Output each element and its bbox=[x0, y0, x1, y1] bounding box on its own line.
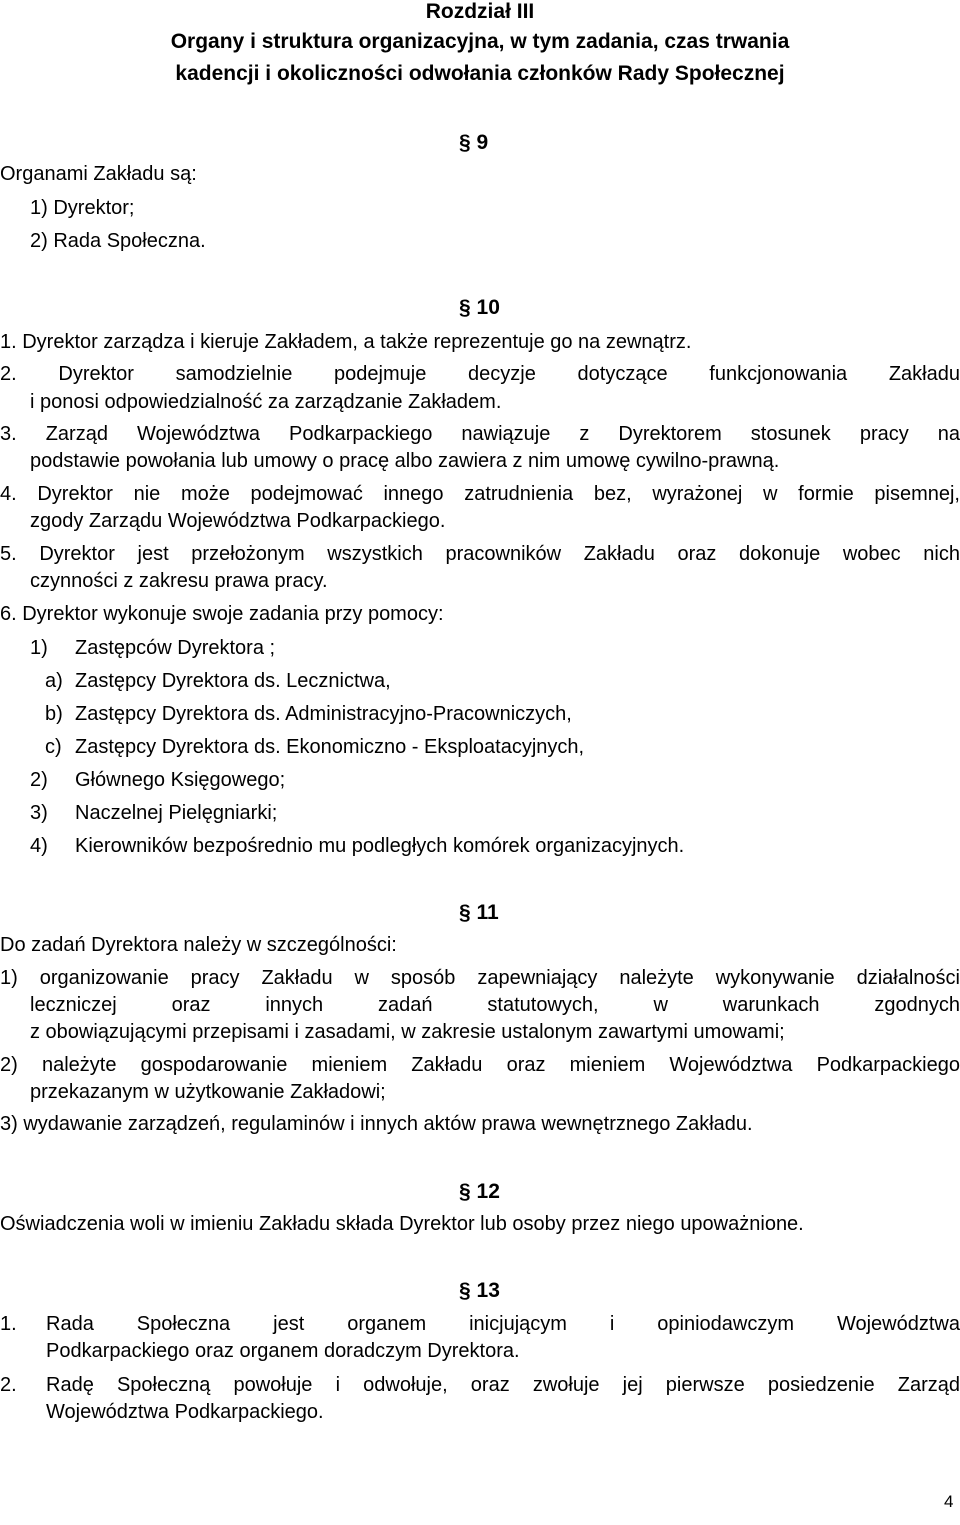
section-12-text: Oświadczenia woli w imieniu Zakładu składa Dyrektor lub osoby przez niego upoważnione. bbox=[0, 1213, 804, 1235]
section-10-heading: § 10 bbox=[459, 296, 500, 319]
section-10-para-4-line-1: 4. Dyrektor nie może podejmować innego zatrudnienia bez, wyrażonej w formie pisemnej, bbox=[0, 483, 960, 505]
list-item: Naczelnej Pielęgniarki; bbox=[75, 802, 278, 824]
section-13-para-2-line-1: Radę Społeczną powołuje i odwołuje, oraz zwołuje jej pierwsze posiedzenie Zarząd bbox=[46, 1374, 960, 1396]
page-number: 4 bbox=[944, 1492, 954, 1511]
list-item-number: 2) bbox=[30, 769, 48, 791]
list-item: Kierowników bezpośrednio mu podległych komórek organizacyjnych. bbox=[75, 835, 685, 857]
section-10-para-5-line-1: 5. Dyrektor jest przełożonym wszystkich pracowników Zakładu oraz dokonuje wobec nich bbox=[0, 543, 960, 565]
section-13-number-2: 2. bbox=[0, 1374, 17, 1396]
section-10-para-3-line-1: 3. Zarząd Województwa Podkarpackiego nawiązuje z Dyrektorem stosunek pracy na bbox=[0, 423, 960, 445]
chapter-subtitle-line-2: kadencji i okoliczności odwołania członków Rady Społecznej bbox=[175, 62, 785, 85]
list-subitem: Zastępcy Dyrektora ds. Ekonomiczno - Eksploatacyjnych, bbox=[75, 736, 585, 758]
list-item-number: 1) bbox=[30, 637, 48, 659]
section-11-heading: § 11 bbox=[459, 901, 499, 924]
section-13-number-1: 1. bbox=[0, 1313, 17, 1335]
list-item-number: 4) bbox=[30, 835, 48, 857]
section-10-para-4-line-2: zgody Zarządu Województwa Podkarpackiego. bbox=[30, 510, 446, 532]
list-item-number: 3) bbox=[30, 802, 48, 824]
section-10-para-3-line-2: podstawie powołania lub umowy o pracę albo zawiera z nim umowę cywilno-prawną. bbox=[30, 450, 780, 472]
section-9-item-2: 2) Rada Społeczna. bbox=[30, 230, 206, 252]
section-11-item-1-line-1: 1) organizowanie pracy Zakładu w sposób zapewniający należyte wykonywanie działalności bbox=[0, 967, 960, 989]
list-subitem: Zastępcy Dyrektora ds. Administracyjno-Pracowniczych, bbox=[75, 703, 572, 725]
list-subitem-letter: b) bbox=[45, 703, 63, 725]
list-subitem-letter: a) bbox=[45, 670, 63, 692]
section-11-item-1-line-2: leczniczej oraz innych zadań statutowych, w warunkach zgodnych bbox=[30, 994, 960, 1016]
list-item: Głównego Księgowego; bbox=[75, 769, 286, 791]
section-10-para-6: 6. Dyrektor wykonuje swoje zadania przy pomocy: bbox=[0, 603, 444, 625]
chapter-subtitle-line-1: Organy i struktura organizacyjna, w tym zadania, czas trwania bbox=[170, 30, 790, 53]
section-9-intro: Organami Zakładu są: bbox=[0, 163, 197, 185]
section-11-intro: Do zadań Dyrektora należy w szczególności: bbox=[0, 934, 397, 956]
section-10-para-5-line-2: czynności z zakresu prawa pracy. bbox=[30, 570, 328, 592]
section-10-para-2-line-2: i ponosi odpowiedzialność za zarządzanie Zakładem. bbox=[30, 391, 502, 413]
section-13-para-1-line-2: Podkarpackiego oraz organem doradczym Dyrektora. bbox=[46, 1340, 520, 1362]
section-13-para-2-line-2: Województwa Podkarpackiego. bbox=[46, 1401, 324, 1423]
chapter-title: Rozdział III bbox=[425, 0, 535, 23]
list-subitem: Zastępcy Dyrektora ds. Lecznictwa, bbox=[75, 670, 391, 692]
list-subitem-letter: c) bbox=[45, 736, 62, 758]
section-12-heading: § 12 bbox=[459, 1180, 500, 1203]
section-11-item-3: 3) wydawanie zarządzeń, regulaminów i innych aktów prawa wewnętrznego Zakładu. bbox=[0, 1113, 753, 1135]
section-11-item-1-line-3: z obowiązującymi przepisami i zasadami, w zakresie ustalonym zawartymi umowami; bbox=[30, 1021, 785, 1043]
list-item: Zastępców Dyrektora ; bbox=[75, 637, 276, 659]
section-10-para-1: 1. Dyrektor zarządza i kieruje Zakładem, a także reprezentuje go na zewnątrz. bbox=[0, 331, 692, 353]
section-11-item-2-line-1: 2) należyte gospodarowanie mieniem Zakładu oraz mieniem Województwa Podkarpackiego bbox=[0, 1054, 960, 1076]
section-13-heading: § 13 bbox=[459, 1279, 500, 1302]
section-11-item-2-line-2: przekazanym w użytkowanie Zakładowi; bbox=[30, 1081, 386, 1103]
section-13-para-1-line-1: Rada Społeczna jest organem inicjującym i opiniodawczym Województwa bbox=[46, 1313, 960, 1335]
section-10-para-2-line-1: 2. Dyrektor samodzielnie podejmuje decyzje dotyczące funkcjonowania Zakładu bbox=[0, 363, 960, 385]
section-9-item-1: 1) Dyrektor; bbox=[30, 197, 135, 219]
section-9-heading: § 9 bbox=[459, 131, 489, 154]
